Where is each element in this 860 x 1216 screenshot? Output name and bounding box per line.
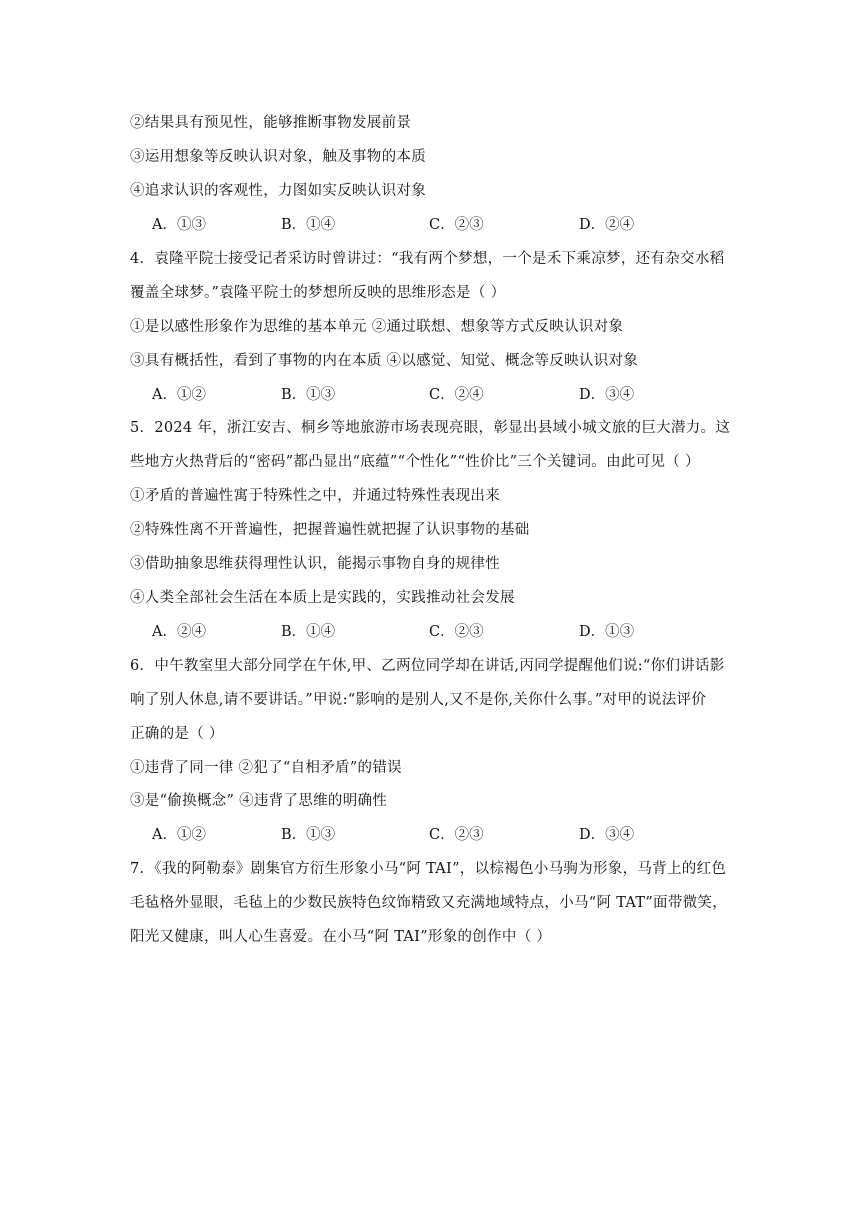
q6-option-a[interactable]: A．①② [152, 827, 206, 843]
q3-option-b[interactable]: B．①④ [281, 217, 336, 233]
q5-statement-4: ④人类全部社会生活在本质上是实践的，实践推动社会发展 [130, 590, 515, 606]
q4-option-c[interactable]: C．②④ [429, 387, 484, 403]
q3-statement-3: ③运用想象等反映认识对象，触及事物的本质 [130, 149, 426, 165]
q4-options [152, 383, 712, 403]
q6-stem-line-1: 6．中午教室里大部分同学在午休,甲、乙两位同学却在讲话,丙同学提醒他们说:“你们讲话影 [130, 658, 725, 674]
q4-option-a[interactable]: A．①② [152, 387, 206, 403]
q6-stem-line-3: 正确的是（ ） [130, 726, 224, 742]
q3-option-a[interactable]: A．①③ [152, 217, 206, 233]
q7-stem-line-1: 7．《我的阿勒泰》剧集官方衍生形象小马“阿 TAI”，以棕褐色小马驹为形象，马背上的红色 [130, 861, 727, 877]
q5-stem-line-1: 5．2024 年，浙江安吉、桐乡等地旅游市场表现亮眼，彰显出县域小城文旅的巨大潜力。这 [130, 420, 731, 436]
q6-stem-line-2: 响了别人休息,请不要讲话。”甲说:“影响的是别人,又不是你,关你什么事。”对甲的说法评价 [130, 692, 707, 708]
q6-statements-row-2: ③是“偷换概念” ④违背了思维的明确性 [130, 793, 388, 809]
q4-option-b[interactable]: B．①③ [281, 387, 336, 403]
q7-stem-line-3: 阳光又健康，叫人心生喜爱。在小马“阿 TAI”形象的创作中（ ） [130, 929, 552, 945]
q6-statements-row-1: ①违背了同一律 ②犯了“自相矛盾”的错误 [130, 760, 402, 776]
q6-option-c[interactable]: C．②③ [429, 827, 484, 843]
q5-option-d[interactable]: D．①③ [579, 624, 635, 640]
q5-statement-2: ②特殊性离不开普遍性，把握普遍性就把握了认识事物的基础 [130, 522, 530, 538]
q7-stem-line-2: 毛毡格外显眼，毛毡上的少数民族特色纹饰精致又充满地域特点，小马“阿 TAT”面带微笑， [130, 895, 728, 911]
q6-option-d[interactable]: D．③④ [579, 827, 635, 843]
q4-stem-line-1: 4．袁隆平院士接受记者采访时曾讲过：“我有两个梦想，一个是禾下乘凉梦，还有杂交水稻 [130, 251, 725, 267]
q5-statement-1: ①矛盾的普遍性寓于特殊性之中，并通过特殊性表现出来 [130, 488, 500, 504]
q5-option-a[interactable]: A．②④ [152, 624, 206, 640]
q4-option-d[interactable]: D．③④ [579, 387, 635, 403]
q5-statement-3: ③借助抽象思维获得理性认识，能揭示事物自身的规律性 [130, 556, 500, 572]
q3-statement-2: ②结果具有预见性，能够推断事物发展前景 [130, 115, 412, 131]
q4-statements-row-1: ①是以感性形象作为思维的基本单元 ②通过联想、想象等方式反映认识对象 [130, 319, 624, 335]
q3-option-c[interactable]: C．②③ [429, 217, 484, 233]
q6-option-b[interactable]: B．①③ [281, 827, 336, 843]
q3-options [152, 213, 712, 233]
q3-option-d[interactable]: D．②④ [579, 217, 635, 233]
q4-statements-row-2: ③具有概括性，看到了事物的内在本质 ④以感觉、知觉、概念等反映认识对象 [130, 353, 639, 369]
q3-statement-4: ④追求认识的客观性，力图如实反映认识对象 [130, 183, 426, 199]
q5-option-c[interactable]: C．②③ [429, 624, 484, 640]
q6-options [152, 823, 712, 843]
q5-options [152, 620, 712, 640]
q4-stem-line-2: 覆盖全球梦。”袁隆平院士的梦想所反映的思维形态是（ ） [130, 285, 506, 301]
q5-option-b[interactable]: B．①④ [281, 624, 336, 640]
q5-stem-line-2: 些地方火热背后的“密码”都凸显出“底蕴”“个性化”“性价比”三个关键词。由此可见（ ） [130, 454, 700, 470]
